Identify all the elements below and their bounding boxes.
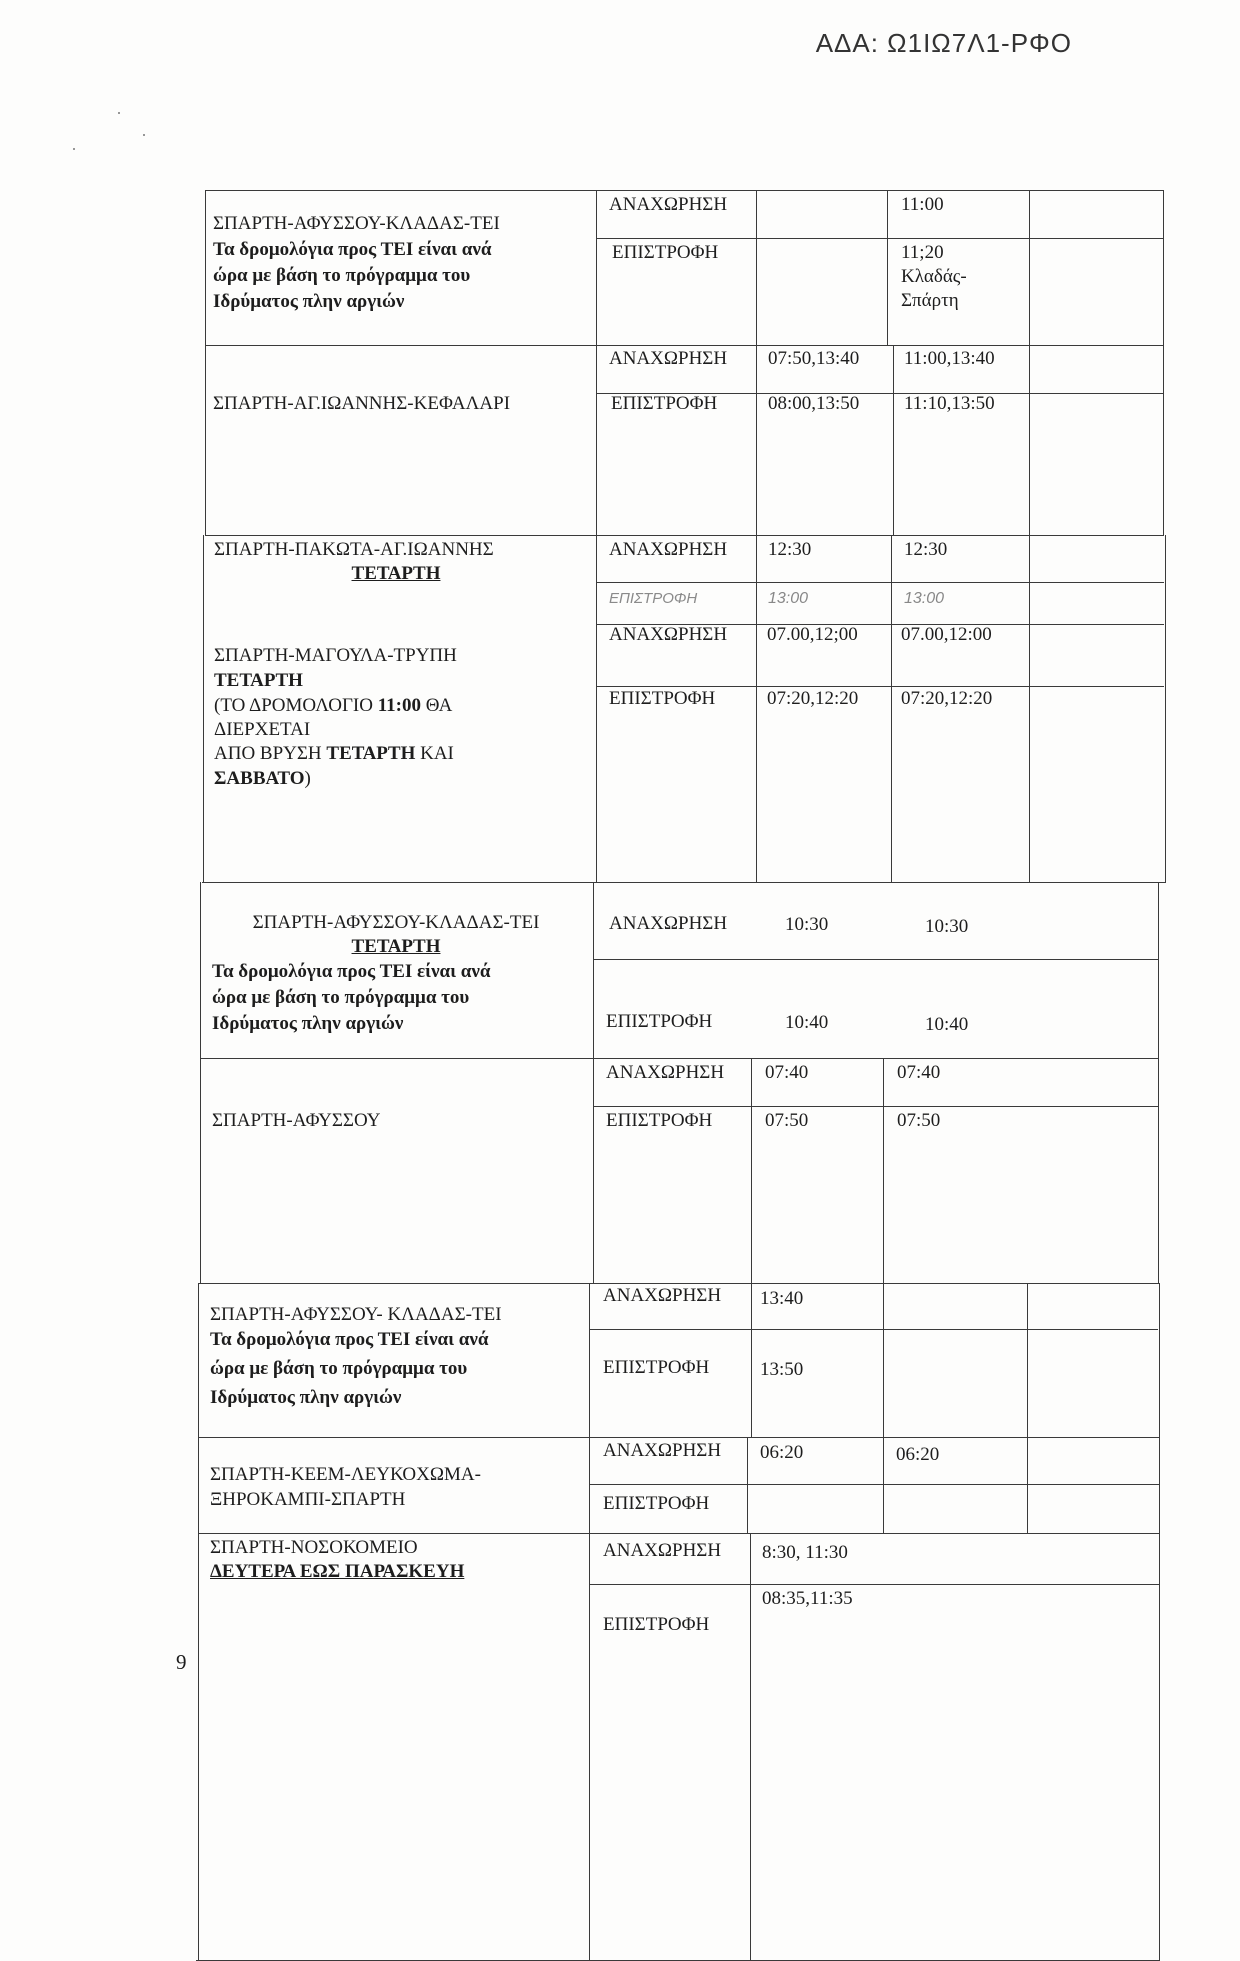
route-note-line: ώρα με βάση το πρόγραμμα του	[213, 265, 471, 286]
table-rule	[1163, 190, 1164, 535]
route-note-line	[214, 693, 452, 718]
table-rule	[1027, 1437, 1028, 1533]
table-rule	[593, 1106, 1158, 1107]
route-name: ΣΠΑΡΤΗ-ΑΦΥΣΣΟΥ- ΚΛΑΔΑΣ-ΤΕΙ	[210, 1304, 502, 1325]
table-rule	[1159, 1283, 1160, 1960]
table-rule	[756, 190, 757, 345]
table-rule	[756, 535, 757, 882]
table-rule	[200, 1058, 1159, 1059]
return-label: ΕΠΙΣΤΡΟΦΗ	[603, 1357, 710, 1378]
table-rule	[596, 238, 1164, 239]
route-name: ΣΠΑΡΤΗ-ΠΑΚΩΤΑ-ΑΓ.ΙΩΑΝΝΗΣ	[214, 539, 494, 560]
route-name: ΣΠΑΡΤΗ-ΑΦΥΣΣΟΥ-ΚΛΑΔΑΣ-ΤΕΙ	[252, 912, 540, 933]
return-time-b: 10:40	[925, 1014, 969, 1035]
departure-time-a: 8:30, 11:30	[762, 1542, 848, 1563]
departure-label: ΑΝΑΧΩΡΗΣΗ	[606, 1062, 725, 1083]
note-text-bold: ΣΑΒΒΑΤΟ	[214, 768, 305, 789]
return-time-b: Σπάρτη	[901, 290, 959, 311]
departure-label: ΑΝΑΧΩΡΗΣΗ	[609, 539, 728, 560]
return-time-a: 08:00,13:50	[768, 393, 860, 414]
return-label: ΕΠΙΣΤΡΟΦΗ	[609, 688, 716, 709]
return-time-b: 11;20	[901, 242, 944, 263]
route-name: ΣΠΑΡΤΗ-ΜΑΓΟΥΛΑ-ΤΡΥΠΗ	[214, 645, 457, 666]
route-note-line: ώρα με βάση το πρόγραμμα του	[212, 987, 470, 1008]
route-name: ΣΠΑΡΤΗ-ΑΓ.ΙΩΑΝΝΗΣ-ΚΕΦΑΛΑΡΙ	[213, 393, 511, 414]
table-rule	[205, 190, 206, 535]
table-rule	[202, 882, 1166, 883]
return-time-b: 13:00	[904, 590, 945, 607]
table-rule	[751, 1058, 752, 1283]
return-time-b: 11:10,13:50	[904, 393, 995, 414]
departure-label: ΑΝΑΧΩΡΗΣΗ	[603, 1440, 722, 1461]
table-rule	[593, 959, 1159, 960]
table-rule	[883, 1058, 884, 1283]
route-name: ΣΠΑΡΤΗ-ΑΦΥΣΣΟΥ-ΚΛΑΔΑΣ-ΤΕΙ	[213, 213, 500, 234]
return-time-b: 07:20,12:20	[901, 688, 993, 709]
table-rule	[747, 1437, 748, 1533]
departure-time-b: 11:00,13:40	[904, 348, 995, 369]
route-note-line: Τα δρομολόγια προς ΤΕΙ είναι ανά	[210, 1329, 489, 1350]
departure-label: ΑΝΑΧΩΡΗΣΗ	[603, 1540, 722, 1561]
route-note-line: Τα δρομολόγια προς ΤΕΙ είναι ανά	[212, 961, 491, 982]
departure-time-b: 11:00	[901, 194, 944, 215]
note-text: ΚΑΙ	[415, 743, 454, 764]
departure-time-a: 12:30	[768, 539, 812, 560]
route-note-line: Ιδρύματος πλην αργιών	[210, 1387, 402, 1408]
route-note-line	[214, 741, 454, 766]
return-time-a: 08:35,11:35	[762, 1588, 853, 1609]
table-rule	[589, 1484, 1159, 1485]
return-label: ΕΠΙΣΤΡΟΦΗ	[606, 1110, 713, 1131]
departure-time-a: 07:50,13:40	[768, 348, 860, 369]
route-name: ΞΗΡΟΚΑΜΠΙ-ΣΠΑΡΤΗ	[210, 1489, 406, 1510]
route-name: ΣΠΑΡΤΗ-ΚΕΕΜ-ΛΕΥΚΟΧΩΜΑ-	[210, 1464, 481, 1485]
table-rule	[883, 1283, 884, 1437]
route-note-line: Τα δρομολόγια προς ΤΕΙ είναι ανά	[213, 239, 492, 260]
table-rule	[750, 1533, 751, 1960]
departure-time-b: 10:30	[925, 916, 969, 937]
route-note-line: ώρα με βάση το πρόγραμμα του	[210, 1358, 468, 1379]
table-rule	[756, 345, 757, 535]
table-rule	[891, 535, 892, 882]
table-rule	[1027, 1283, 1028, 1437]
note-text-bold: ΤΕΤΑΡΤΗ	[326, 743, 416, 764]
table-rule	[200, 882, 201, 1283]
return-time-a: 07:50	[765, 1110, 809, 1131]
table-rule	[1029, 535, 1030, 882]
departure-time-b: 12:30	[904, 539, 948, 560]
departure-time-a: 07.00,12;00	[767, 624, 858, 645]
table-rule	[1165, 535, 1166, 882]
return-time-b: 07:50	[897, 1110, 941, 1131]
table-rule	[1029, 345, 1030, 535]
note-text: ΑΠΟ ΒΡΥΣΗ	[214, 743, 327, 764]
departure-time-a: 13:40	[760, 1288, 804, 1309]
table-rule	[596, 190, 597, 535]
ada-code: ΑΔΑ: Ω1ΙΩ7Λ1-ΡΦΟ	[815, 28, 1072, 58]
departure-time-b: 07.00,12:00	[901, 624, 992, 645]
table-rule	[887, 190, 888, 345]
departure-time-a: 10:30	[785, 914, 829, 935]
return-label: ΕΠΙΣΤΡΟΦΗ	[612, 242, 719, 263]
return-label: ΕΠΙΣΤΡΟΦΗ	[606, 1011, 713, 1032]
route-note-line: Ιδρύματος πλην αργιών	[212, 1013, 404, 1034]
route-name: ΣΠΑΡΤΗ-ΑΦΥΣΣΟΥ	[212, 1110, 381, 1131]
table-rule	[589, 1329, 1158, 1330]
table-rule	[751, 1283, 752, 1437]
table-rule	[596, 582, 1164, 583]
table-rule	[198, 1533, 1159, 1534]
return-label: ΕΠΙΣΤΡΟΦΗ	[603, 1614, 710, 1635]
departure-time-b: 07:40	[897, 1062, 941, 1083]
table-rule	[593, 882, 594, 1283]
departure-time-a: 06:20	[760, 1442, 804, 1463]
note-text: )	[304, 768, 311, 789]
table-rule	[203, 535, 204, 882]
note-text: (ΤΟ ΔΡΟΜΟΛΟΓΙΟ	[214, 695, 378, 716]
return-label: ΕΠΙΣΤΡΟΦΗ	[611, 393, 718, 414]
route-note-line: ΔΙΕΡΧΕΤΑΙ	[214, 719, 311, 740]
table-rule	[589, 1584, 1159, 1585]
departure-time-a: 07:40	[765, 1062, 809, 1083]
table-rule	[589, 1283, 590, 1960]
route-note-line: Ιδρύματος πλην αργιών	[213, 291, 405, 312]
departure-label: ΑΝΑΧΩΡΗΣΗ	[603, 1285, 722, 1306]
return-time-a: 13:50	[760, 1359, 804, 1380]
table-rule	[596, 535, 597, 882]
note-text-bold: 11:00	[377, 695, 422, 716]
route-day: ΔΕΥΤΕΡΑ ΕΩΣ ΠΑΡΑΣΚΕΥΗ	[210, 1561, 465, 1582]
table-rule	[883, 1437, 884, 1533]
return-time-b: Κλαδάς-	[901, 266, 967, 287]
return-time-a: 07:20,12:20	[767, 688, 859, 709]
route-day: ΤΕΤΑΡΤΗ	[351, 936, 441, 957]
return-time-a: 13:00	[768, 590, 809, 607]
note-text: ΘΑ	[421, 695, 453, 716]
table-rule	[893, 345, 894, 535]
route-name: ΣΠΑΡΤΗ-ΝΟΣΟΚΟΜΕΙΟ	[210, 1537, 418, 1558]
route-day: ΤΕΤΑΡΤΗ	[351, 563, 441, 584]
table-rule	[1158, 882, 1159, 1283]
table-rule	[1029, 190, 1030, 345]
table-rule	[205, 535, 1164, 536]
departure-label: ΑΝΑΧΩΡΗΣΗ	[609, 624, 728, 645]
return-label: ΕΠΙΣΤΡΟΦΗ	[603, 1493, 710, 1514]
route-note-line	[214, 766, 311, 791]
table-rule	[198, 1283, 199, 1960]
route-day: ΤΕΤΑΡΤΗ	[214, 670, 303, 691]
departure-label: ΑΝΑΧΩΡΗΣΗ	[609, 348, 728, 369]
page-number: 9	[176, 1650, 187, 1674]
departure-label: ΑΝΑΧΩΡΗΣΗ	[609, 194, 728, 215]
departure-time-b: 06:20	[896, 1444, 940, 1465]
return-label: ΕΠΙΣΤΡΟΦΗ	[609, 590, 698, 607]
table-rule	[205, 190, 1164, 191]
departure-label: ΑΝΑΧΩΡΗΣΗ	[609, 913, 728, 934]
return-time-a: 10:40	[785, 1012, 829, 1033]
